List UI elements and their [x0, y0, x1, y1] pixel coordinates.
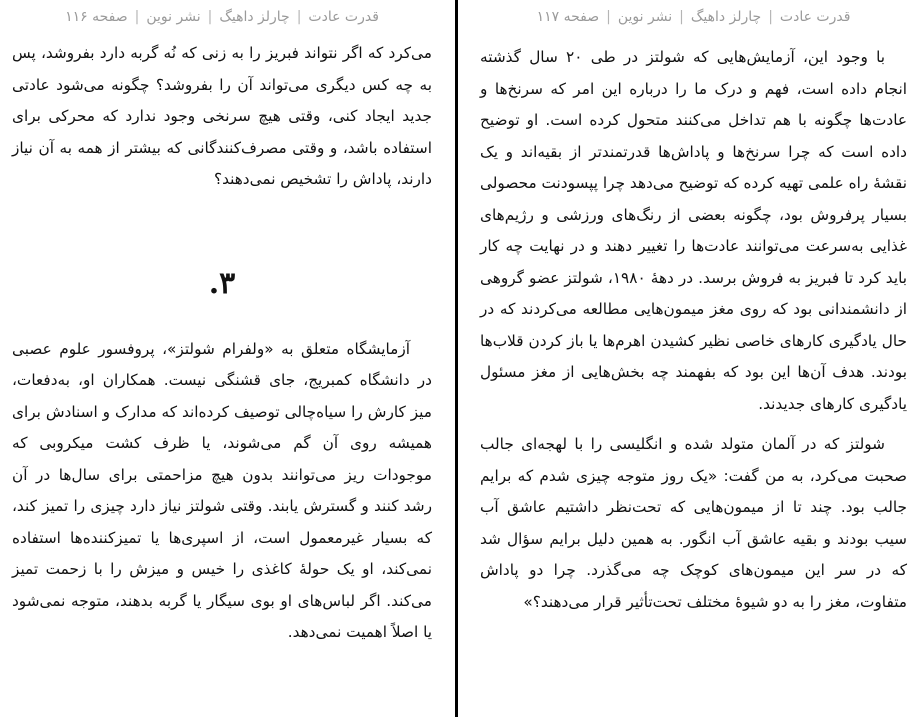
header-book-title: قدرت عادت [779, 9, 851, 25]
header-publisher: نشر نوین [146, 9, 201, 25]
header-author: چارلز داهیگ [690, 9, 762, 25]
header-publisher: نشر نوین [617, 9, 673, 25]
running-header [12, 0, 432, 34]
header-separator: | [768, 9, 773, 25]
header-author: چارلز داهیگ [219, 9, 290, 25]
page-divider [455, 0, 458, 717]
header-separator: | [207, 9, 213, 25]
body-paragraph: آزمایشگاه متعلق به «ولفرام شولتز»، پروفسور علوم عصبی در دانشگاه کمبریج، جای قشنگی نیست. همکاران او، به‌دفعات، میز کارش را سیاه‌چالی توصیف کرده‌اند که مدارک و اسنادش برای همیشه روی آن گم می‌شوند، یا ظرف کشت میکروبی که موجودات ریز می‌توانند بدون هیچ مزاحمتی برای سال‌ها در آن رشد کنند و گسترش یابند. وقتی شولتز نیاز دارد چیزی را تمیز کند، که بسیار غیرمعمول است، از اسپری‌ها یا تمیزکننده‌ها استفاده نمی‌کند، او یک حولهٔ کاغذی را خیس و میزش را با زحمت تمیز می‌کند. اگر لباس‌های او بوی سیگار یا گربه بدهند، متوجه نمی‌شود یا اصلاً اهمیت نمی‌دهد. [12, 339, 432, 641]
body-paragraph: می‌کرد که اگر نتواند فبریز را به زنی که نُه گربه دارد بفروشد، پس به چه کس دیگری می‌تواند آن را بفروشد؟ چگونه می‌شود عادتی جدید ایجاد کنی، وقتی هیچ سرنخی وجود ندارد که محرکی برای استفاده باشد، و وقتی مصرف‌کنندگانی که بیشتر از همه به آن نیاز دارند، پاداش را تشخیص نمی‌دهند؟ [12, 44, 432, 188]
body-paragraph: شولتز که در آلمان متولد شده و انگلیسی را با لهجه‌ای جالب صحبت می‌کرد، به من گفت: «یک روز متوجه چیزی شدم که برایم جالب بود. چند تا از میمون‌هایی که تحت‌نظر داشتیم عاشق آب سیب بودند و بقیه عاشق آب انگور. به همین دلیل برایم سؤال شد که در سر این میمون‌های کوچک چه می‌گذرد. چرا دو پاداش متفاوت، مغز را به دو شیوهٔ مختلف تحت‌تأثیر قرار می‌دهند؟» [480, 435, 907, 611]
page-116 [0, 0, 452, 717]
page-117 [460, 0, 919, 717]
running-header [480, 0, 907, 34]
body-paragraph: با وجود این، آزمایش‌هایی که شولتز در طی ۲۰ سال گذشته انجام داده است، فهم و درک ما را درباره این امر که سرنخ‌ها و عادت‌ها چگونه با هم تداخل می‌کنند متحول کرده است. او توضیح داده است که چرا سرنخ‌ها و پاداش‌ها قدرتمندتر از بقیه‌اند و یک نقشهٔ راه علمی تهیه کرده که توضیح می‌دهد چرا پپسودنت محصولی بسیار پرفروش بود، چگونه بعضی از رنگ‌های ورزشی و رژیم‌های غذایی به‌سرعت می‌توانند عادت‌ها را تغییر دهند و در نهایت چه کار باید کرد تا فبریز به فروش برسد. در دههٔ ۱۹۸۰، شولتز عضو گروهی از دانشمندانی بود که روی مغز میمون‌هایی مطالعه می‌کردند که در حال یادگیری کارهای خاصی نظیر کشیدن اهرم‌ها یا باز کردن قلاب‌ها بودند. هدف آن‌ها این بود که بفهمند چه بخش‌هایی از مغز مسئول یادگیری کارهای جدیدند. [480, 48, 907, 413]
header-book-title: قدرت عادت [308, 9, 379, 25]
header-separator: | [679, 9, 684, 25]
section-number: ۳. [208, 265, 236, 301]
header-page-label: صفحه ۱۱۷ [536, 9, 600, 25]
header-separator: | [296, 9, 302, 25]
header-page-label: صفحه ۱۱۶ [65, 9, 128, 25]
header-separator: | [606, 9, 611, 25]
header-separator: | [134, 9, 140, 25]
